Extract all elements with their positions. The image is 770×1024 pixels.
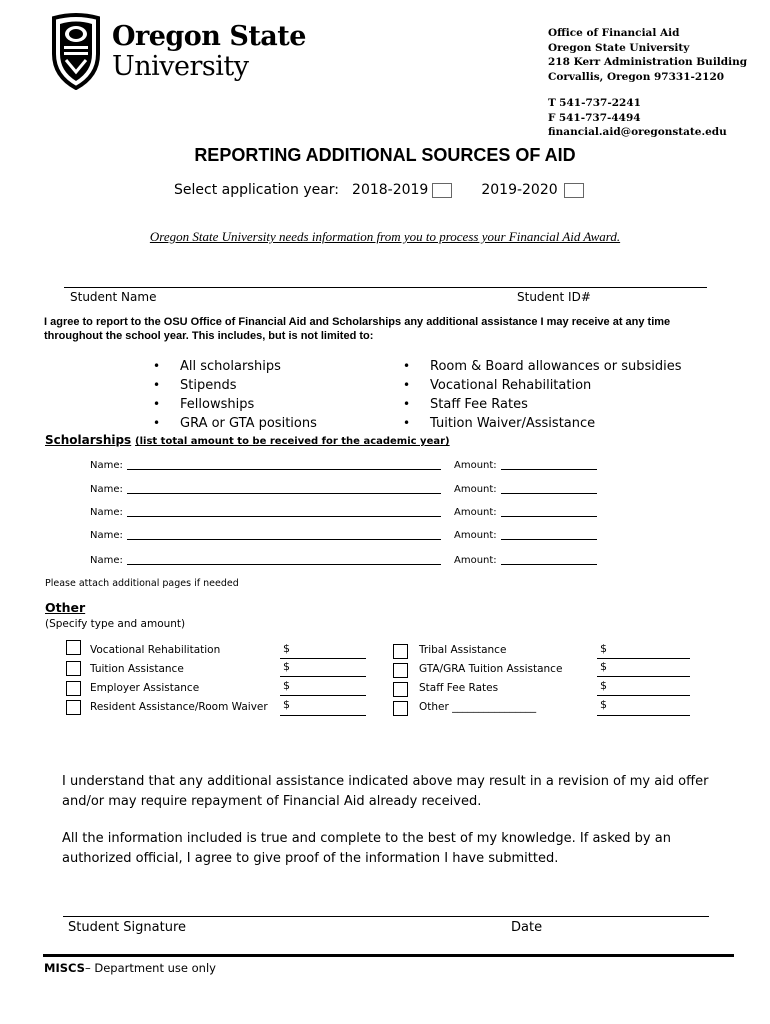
dollar-sign: $ bbox=[283, 642, 290, 655]
amount-field[interactable] bbox=[280, 695, 366, 696]
other-subheading: (Specify type and amount) bbox=[45, 618, 186, 630]
year-2019-2020-checkbox[interactable] bbox=[564, 183, 584, 198]
application-year-label: Select application year: bbox=[174, 182, 340, 198]
scholarship-name-label: Name: bbox=[90, 507, 123, 518]
vocational-rehab-label: Vocational Rehabilitation bbox=[90, 644, 221, 656]
scholarships-subtitle: (list total amount to be received for the academic year) bbox=[135, 436, 450, 447]
divider bbox=[43, 954, 734, 957]
dollar-sign: $ bbox=[283, 660, 290, 673]
tribal-assistance-label: Tribal Assistance bbox=[419, 644, 507, 656]
office-line4: Corvallis, Oregon 97331-2120 bbox=[548, 70, 725, 83]
staff-fee-rates-label: Staff Fee Rates bbox=[419, 682, 499, 694]
scholarship-row bbox=[90, 530, 497, 541]
dollar-sign: $ bbox=[600, 642, 607, 655]
employer-assistance-label: Employer Assistance bbox=[90, 682, 200, 694]
list-item: • Vocational Rehabilitation bbox=[403, 376, 682, 395]
other-label: Other ________________ bbox=[419, 701, 537, 713]
attach-note: Please attach additional pages if needed bbox=[45, 578, 239, 589]
scholarships-title: Scholarships bbox=[45, 433, 132, 447]
year-2019-2020-label: 2019-2020 bbox=[481, 182, 558, 198]
university-wordmark bbox=[112, 22, 306, 82]
scholarship-name-label: Name: bbox=[90, 484, 123, 495]
phone-number: 541-737-2241 bbox=[559, 97, 641, 109]
miscs-text: – Department use only bbox=[84, 961, 216, 975]
scholarship-name-label: Name: bbox=[90, 460, 123, 471]
osu-beaver-shield-icon bbox=[46, 10, 106, 90]
student-name-label: Student Name bbox=[70, 290, 157, 304]
scholarship-name-field[interactable] bbox=[127, 539, 441, 540]
scholarship-amount bbox=[454, 530, 597, 541]
scholarship-amount-field[interactable] bbox=[501, 564, 597, 565]
scholarship-amount-field[interactable] bbox=[501, 493, 597, 494]
aid-types-list-right bbox=[403, 357, 682, 433]
list-item: • All scholarships bbox=[153, 357, 317, 376]
resident-assistance-checkbox[interactable] bbox=[66, 700, 81, 715]
scholarship-amount bbox=[454, 460, 597, 471]
scholarship-amount-label: Amount: bbox=[454, 555, 497, 566]
list-item: • Staff Fee Rates bbox=[403, 395, 682, 414]
wordmark-line2: University bbox=[112, 51, 249, 82]
agreement-text: I agree to report to the OSU Office of Financial Aid and Scholarships any additional assistance I may receive at any time throughout the school year. This includes, but is not limited to: bbox=[44, 316, 671, 342]
application-year-selector bbox=[174, 182, 584, 198]
resident-assistance-label: Resident Assistance/Room Waiver bbox=[90, 701, 268, 713]
scholarship-amount-field[interactable] bbox=[501, 539, 597, 540]
other-heading: Other bbox=[45, 600, 86, 615]
office-email: financial.aid@oregonstate.edu bbox=[548, 126, 727, 138]
list-item: • GRA or GTA positions bbox=[153, 414, 317, 433]
office-contact bbox=[548, 96, 727, 140]
office-address bbox=[548, 26, 747, 84]
dollar-sign: $ bbox=[283, 679, 290, 692]
scholarship-name-field[interactable] bbox=[127, 564, 441, 565]
scholarship-row bbox=[90, 460, 497, 471]
office-name: Office of Financial Aid bbox=[548, 27, 680, 39]
phone-label: T bbox=[548, 97, 556, 109]
tuition-assistance-checkbox[interactable] bbox=[66, 661, 81, 676]
scholarship-name-field[interactable] bbox=[127, 469, 441, 470]
scholarship-amount bbox=[454, 484, 597, 495]
list-item: • Stipends bbox=[153, 376, 317, 395]
dollar-sign: $ bbox=[600, 660, 607, 673]
scholarship-amount-label: Amount: bbox=[454, 507, 497, 518]
scholarships-heading bbox=[45, 433, 450, 447]
tuition-assistance-label: Tuition Assistance bbox=[90, 663, 184, 675]
student-name-id-line[interactable] bbox=[64, 287, 707, 288]
signature-date-line[interactable] bbox=[63, 916, 709, 917]
scholarship-amount-label: Amount: bbox=[454, 484, 497, 495]
scholarship-row bbox=[90, 484, 497, 495]
form-title: REPORTING ADDITIONAL SOURCES OF AID bbox=[194, 145, 576, 165]
student-signature-label: Student Signature bbox=[68, 920, 187, 935]
need-info-note: Oregon State University needs information from you to process your Financial Aid Award. bbox=[149, 229, 621, 244]
amount-field[interactable] bbox=[597, 695, 690, 696]
scholarship-amount-label: Amount: bbox=[454, 530, 497, 541]
year-2018-2019-checkbox[interactable] bbox=[432, 183, 452, 198]
dollar-sign: $ bbox=[283, 698, 290, 711]
tribal-assistance-checkbox[interactable] bbox=[393, 644, 408, 659]
phone-line bbox=[548, 96, 727, 111]
dollar-sign: $ bbox=[600, 679, 607, 692]
fax-number: 541-737-4494 bbox=[558, 111, 641, 124]
office-line3: 218 Kerr Administration Building bbox=[548, 56, 748, 68]
fax-line bbox=[548, 111, 727, 126]
scholarship-amount-label: Amount: bbox=[454, 460, 497, 471]
scholarship-name-field[interactable] bbox=[127, 516, 441, 517]
employer-assistance-checkbox[interactable] bbox=[66, 681, 81, 696]
amount-field[interactable] bbox=[280, 658, 366, 659]
department-use-note bbox=[44, 961, 216, 975]
scholarship-amount bbox=[454, 507, 597, 518]
truth-statement: All the information included is true and complete to the best of my knowledge. If asked by an authorized official, I agree to give proof of the information I have submitted. bbox=[62, 831, 671, 866]
scholarship-name-label: Name: bbox=[90, 530, 123, 541]
scholarship-row bbox=[90, 507, 497, 518]
fax-label: F bbox=[548, 111, 556, 124]
scholarship-row bbox=[90, 555, 497, 566]
gta-gra-tuition-label: GTA/GRA Tuition Assistance bbox=[419, 663, 563, 675]
scholarship-amount bbox=[454, 555, 597, 566]
wordmark-line1: Oregon State bbox=[112, 21, 306, 52]
vocational-rehab-checkbox[interactable] bbox=[66, 640, 81, 655]
date-label: Date bbox=[511, 920, 543, 935]
list-item: • Tuition Waiver/Assistance bbox=[403, 414, 682, 433]
list-item: • Room & Board allowances or subsidies bbox=[403, 357, 682, 376]
staff-fee-rates-checkbox[interactable] bbox=[393, 682, 408, 697]
gta-gra-tuition-checkbox[interactable] bbox=[393, 663, 408, 678]
student-id-label: Student ID# bbox=[517, 290, 591, 304]
amount-field[interactable] bbox=[597, 676, 690, 677]
other-checkbox[interactable] bbox=[393, 701, 408, 716]
office-line2: Oregon State University bbox=[548, 41, 690, 54]
aid-types-list-left bbox=[153, 357, 317, 433]
dollar-sign: $ bbox=[600, 698, 607, 711]
year-2018-2019-label: 2018-2019 bbox=[352, 182, 429, 198]
amount-field[interactable] bbox=[597, 715, 690, 716]
revision-statement: I understand that any additional assistance indicated above may result in a revision of my aid offer and/or may require repayment of Financial Aid already received. bbox=[62, 774, 709, 809]
amount-field[interactable] bbox=[280, 676, 366, 677]
scholarship-name-label: Name: bbox=[90, 555, 123, 566]
miscs-code: MISCS bbox=[44, 961, 85, 975]
scholarship-amount-field[interactable] bbox=[501, 469, 597, 470]
scholarship-amount-field[interactable] bbox=[501, 516, 597, 517]
list-item: • Fellowships bbox=[153, 395, 317, 414]
amount-field[interactable] bbox=[597, 658, 690, 659]
scholarship-name-field[interactable] bbox=[127, 493, 441, 494]
amount-field[interactable] bbox=[280, 715, 366, 716]
